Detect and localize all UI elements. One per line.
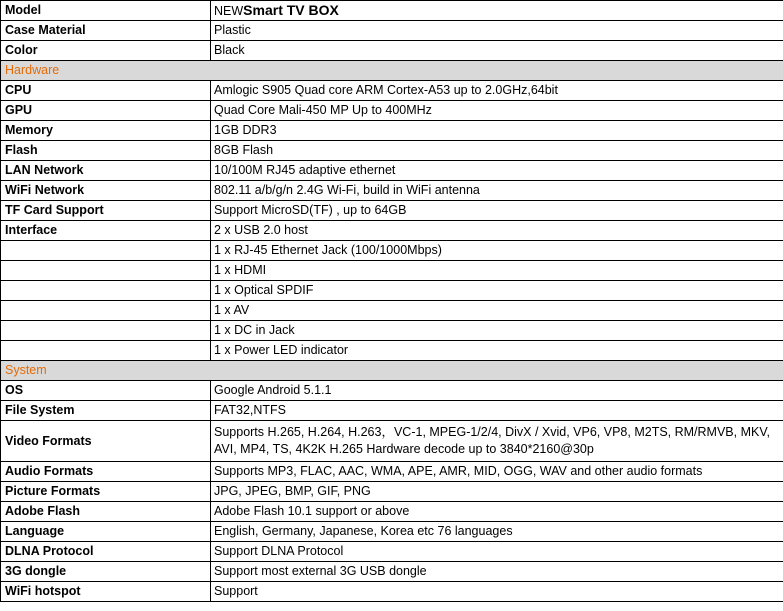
spec-value: Plastic (211, 21, 783, 41)
spec-row (1, 81, 783, 101)
spec-row (1, 562, 783, 582)
spec-label: Case Material (1, 21, 211, 41)
spec-row (1, 462, 783, 482)
spec-label: File System (1, 401, 211, 421)
spec-label (1, 341, 211, 361)
spec-label: Model (1, 1, 211, 21)
spec-value: 1 x DC in Jack (211, 321, 783, 341)
spec-value: Adobe Flash 10.1 support or above (211, 502, 783, 522)
spec-value: 1 x RJ-45 Ethernet Jack (100/1000Mbps) (211, 241, 783, 261)
spec-row-model (1, 1, 783, 21)
spec-value: 802.11 a/b/g/n 2.4G Wi-Fi, build in WiFi antenna (211, 181, 783, 201)
spec-label: Memory (1, 121, 211, 141)
spec-label: Picture Formats (1, 482, 211, 502)
section-header-system (1, 361, 783, 381)
spec-label: Audio Formats (1, 462, 211, 482)
spec-label: Video Formats (1, 421, 211, 462)
spec-row (1, 281, 783, 301)
spec-label: WiFi hotspot (1, 582, 211, 602)
spec-value: Amlogic S905 Quad core ARM Cortex-A53 up to 2.0GHz,64bit (211, 81, 783, 101)
spec-label (1, 241, 211, 261)
spec-row (1, 241, 783, 261)
spec-row (1, 401, 783, 421)
spec-label: CPU (1, 81, 211, 101)
model-prefix: NEW (214, 3, 244, 18)
spec-row (1, 21, 783, 41)
spec-label: Color (1, 41, 211, 61)
spec-label (1, 261, 211, 281)
spec-value: Support DLNA Protocol (211, 542, 783, 562)
spec-label: 3G dongle (1, 562, 211, 582)
spec-label (1, 281, 211, 301)
spec-row (1, 101, 783, 121)
spec-row (1, 201, 783, 221)
spec-value: FAT32,NTFS (211, 401, 783, 421)
spec-row (1, 261, 783, 281)
spec-value: Google Android 5.1.1 (211, 381, 783, 401)
spec-row (1, 221, 783, 241)
spec-row (1, 482, 783, 502)
spec-row (1, 161, 783, 181)
spec-label: Interface (1, 221, 211, 241)
spec-label: Flash (1, 141, 211, 161)
spec-value: Support (211, 582, 783, 602)
spec-value: 1 x Power LED indicator (211, 341, 783, 361)
spec-row (1, 121, 783, 141)
spec-row (1, 582, 783, 602)
spec-value: 1GB DDR3 (211, 121, 783, 141)
spec-value: 8GB Flash (211, 141, 783, 161)
spec-value (211, 1, 783, 21)
spec-row (1, 522, 783, 542)
spec-value: 2 x USB 2.0 host (211, 221, 783, 241)
spec-row (1, 321, 783, 341)
section-header-hardware (1, 61, 783, 81)
spec-value: 1 x Optical SPDIF (211, 281, 783, 301)
spec-label (1, 321, 211, 341)
spec-value: Supports MP3, FLAC, AAC, WMA, APE, AMR, MID, OGG, WAV and other audio formats (211, 462, 783, 482)
spec-row (1, 141, 783, 161)
spec-value: Black (211, 41, 783, 61)
spec-label: Language (1, 522, 211, 542)
spec-label: OS (1, 381, 211, 401)
spec-value: English, Germany, Japanese, Korea etc 76 languages (211, 522, 783, 542)
spec-row (1, 381, 783, 401)
spec-row (1, 502, 783, 522)
spec-value: Supports H.265, H.264, H.263，VC-1, MPEG-1/2/4, DivX / Xvid, VP6, VP8, M2TS, RM/RMVB, MKV, AVI, MP4, TS, 4K2K H.265 Hardware decode up to 3840*2160@30p (211, 421, 783, 462)
spec-value: JPG, JPEG, BMP, GIF, PNG (211, 482, 783, 502)
spec-value: 10/100M RJ45 adaptive ethernet (211, 161, 783, 181)
spec-label (1, 301, 211, 321)
section-title: System (1, 361, 783, 381)
spec-value: 1 x HDMI (211, 261, 783, 281)
spec-label: Adobe Flash (1, 502, 211, 522)
spec-label: TF Card Support (1, 201, 211, 221)
spec-row (1, 542, 783, 562)
spec-label: LAN Network (1, 161, 211, 181)
spec-row (1, 301, 783, 321)
spec-row (1, 181, 783, 201)
spec-row (1, 421, 783, 462)
spec-row (1, 341, 783, 361)
spec-value: 1 x AV (211, 301, 783, 321)
spec-label: WiFi Network (1, 181, 211, 201)
spec-label: DLNA Protocol (1, 542, 211, 562)
spec-value: Support MicroSD(TF) , up to 64GB (211, 201, 783, 221)
spec-value: Quad Core Mali-450 MP Up to 400MHz (211, 101, 783, 121)
model-name: Smart TV BOX (243, 1, 339, 18)
section-title: Hardware (1, 61, 783, 81)
spec-value: Support most external 3G USB dongle (211, 562, 783, 582)
spec-label: GPU (1, 101, 211, 121)
spec-row (1, 41, 783, 61)
